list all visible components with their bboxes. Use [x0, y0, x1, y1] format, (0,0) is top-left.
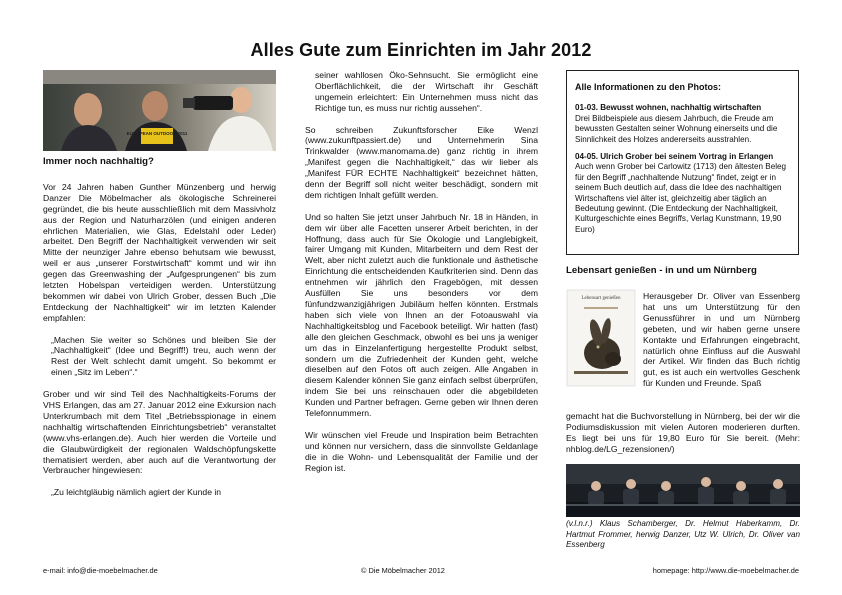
interview-photo	[43, 70, 276, 151]
book-cover-title: Lebensart genießen	[581, 296, 621, 301]
photo-banner-text: EUROPEAN OUTDOOR 2011	[126, 131, 188, 136]
info-item-heading: 04-05. Ulrich Grober bei seinem Vortrag in Erlangen	[575, 152, 774, 162]
info-item-heading: 01-03. Bewusst wohnen, nachhaltig wirtschaften	[575, 103, 762, 113]
section-heading-lebensart: Lebensart genießen - in und um Nürnberg	[566, 265, 757, 276]
paragraph: So schreiben Zukunftsforscher Eike Wenzl (www.zukunftpassiert.de) und Unternehmerin Sina Trinkwalder (www.manomama.de) ganz richtig in ihrem „Manifest gegen die Nachhaltigkeit,“ das wir lieber als „Manifest FÜR ECHTE Nachhaltigkeit“ bezeichnet hätten, denn der Begriff soll nicht weiter beschädigt, sondern mit dem richtigen Inhalt gefüllt werden.	[305, 124, 538, 200]
quote: „Machen Sie weiter so Schönes und bleiben Sie der „Nachhaltigkeit“ (Idee und Begriff!) treu, auch wenn der Rest der Welt schlecht damit umgeht. So bekommt er einen „Sitz im Leben“.“	[51, 334, 276, 378]
paragraph: seiner wahllosen Öko-Sehnsucht. Sie ermöglicht eine Oberflächlichkeit, die der Wirtschaft ihr Geschäft ungemein erleichtert: Ein Unternehmen muss nicht das Richtige tun, es muss nur richtig aussehen“.	[315, 70, 538, 113]
page-title: Alles Gute zum Einrichten im Jahr 2012	[250, 40, 592, 60]
paragraph: Und so halten Sie jetzt unser Jahrbuch Nr. 18 in Händen, in dem wir über alle Facetten unserer Arbeit berichten, in der Hoffnung, dass auch für Sie Ökologie und Langlebigkeit, fairer Umgang mit Kunden, Mitarbeitern und dem Rest der Welt, aber nicht zuletzt auch die funktionale und ästhetische Einrichtung die entscheidenden Kaufkriterien sind. Denn das entnehmen wir jährlich den Fragebögen, mit dessen Ausfüllen Sie uns besonders vor dem fünfundzwanzigjährigen Jubiläum helfen könnten. Erstmals haben sich viele von Ihnen an der Fotoauswahl via Nachhaltigkeitsblog und Facebook beteiligt. Wir hatten (fast) alle den gleichen Geschmack, obwohl es bei uns ja weniger um das in Einzelanfertigung hergestellte Produkt selbst, sondern um die Zufriedenheit der Kunden geht, welche dieselben auf den Fotos oft auch zeigen. Alle Angaben in diesem Kalender können Sie ganz einfach selbst überprüfen, indem Sie bei uns reinschauen oder die abgebildeten Kunden und Partner befragen. Gerne geben wir Ihnen deren Telefonnummern.	[305, 211, 538, 419]
podium-photo	[566, 464, 800, 517]
info-box-title: Alle Informationen zu den Photos:	[575, 82, 721, 92]
column-middle	[305, 70, 538, 484]
book-description: Herausgeber Dr. Oliver van Essenberg hat uns um Unterstützung für den Genussführer in und um Nürnberg gebeten, und wir haben gerne unsere Kontakte und Erfahrungen eingebracht, natürlich ohne Einfluss auf die Auswahl der Artikel. Wir finden das Buch richtig gut, es ist auch ein wertvolles Geschenk für Kunden und Freunde. Spaß	[643, 291, 800, 389]
paragraph: Vor 24 Jahren haben Gunther Münzenberg und herwig Danzer Die Möbelmacher als ökologische Schreinerei gegründet, die bis heute ausschließlich mit dem Massivholz aus der Region und Naturharzölen (und einigen anderen ehrlichen Materialien, wie Glas, Edelstahl oder Leder) arbeitet. Den Begriff der Nachhaltigkeit verwenden wir seit Mitte der neunziger Jahre ebenso behutsam wie bewusst, weil er aus „unserer Forstwirtschaft“ kommt und wir ihn gegen das Greenwashing der „Aufgesprungenen“ bis zum letzten Hobelspan verteidigen werden. Unterstützung bekommen wir dabei von Ulrich Grober, dessen Buch „Die Entdeckung der Nachhaltigkeit“ wir im letzten Kalender empfahlen:	[43, 181, 276, 323]
info-item-text: Auch wenn Grober bei Carlowitz (1713) den ältesten Beleg für den Begriff „nachhaltende Nutzung“ findet, zeigt er in seinem Buch deutlich auf, dass die Idee des nachhaltigen Wirtschaftens viel älter ist, gleichzeitig aber täglich an Bedeutung gewinnt. (Die Entdeckung der Nachhaltigkeit, Kulturgeschichte eines Begriffs, Verlag Kunstmann, 19,90 Euro)	[575, 162, 787, 234]
photo-info-box	[566, 70, 799, 255]
paragraph: Grober und wir sind Teil des Nachhaltigkeits-Forums der VHS Erlangen, das am 27. Januar 2012 eine Exkursion nach Unterkrumbach mit dem Titel „Betriebsspionage in einem nachhaltig wirtschaftenden Einrichtungsbetrieb“ veranstaltet (www.vhs-erlangen.de). Auch hier werden die Vorteile und die Glaubwürdigkeit der regionalen Waldschöpfungskette thematisiert werden, aber auch auf die Verantwortung der Verbraucher hingewiesen:	[43, 389, 276, 476]
footer-email: e-mail: info@die-moebelmacher.de	[43, 566, 158, 575]
photo-caption: (v.l.n.r.) Klaus Schamberger, Dr. Helmut Haberkamm, Dr. Hartmut Frommer, herwig Danzer, Utz W. Ulrich, Dr. Oliver van Essenberg	[566, 519, 800, 550]
paragraph: Wir wünschen viel Freude und Inspiration beim Betrachten und können nur versichern, dass die sinnvollste Geldanlage die in die Wohn- und Lebensqualität der Familie und der Region ist.	[305, 429, 538, 473]
book-cover-image	[566, 289, 636, 387]
info-item-text: Drei Bildbeispiele aus diesem Jahrbuch, die Freude am bewussten Gestalten seiner Wohnung einerseits und die Sinnlichkeit des Holzes andererseits ausstrahlen.	[575, 113, 778, 144]
book-description-cont: gemacht hat die Buchvorstellung in Nürnberg, bei der wir die Podiumsdiskussion mit vielen Autoren moderieren durften. Es liegt bei uns für 19,80 Euro für Sie bereit. (Mehr: nhblog.de/LG_rezensionen/)	[566, 411, 800, 454]
paragraph: „Zu leichtgläubig nämlich agiert der Kunde in	[51, 487, 222, 498]
footer-homepage: homepage: http://www.die-moebelmacher.de	[652, 566, 799, 575]
column-left	[43, 157, 276, 509]
footer-copyright: © Die Möbelmacher 2012	[361, 566, 445, 575]
section-heading-nachhaltig: Immer noch nachhaltig?	[43, 156, 154, 167]
